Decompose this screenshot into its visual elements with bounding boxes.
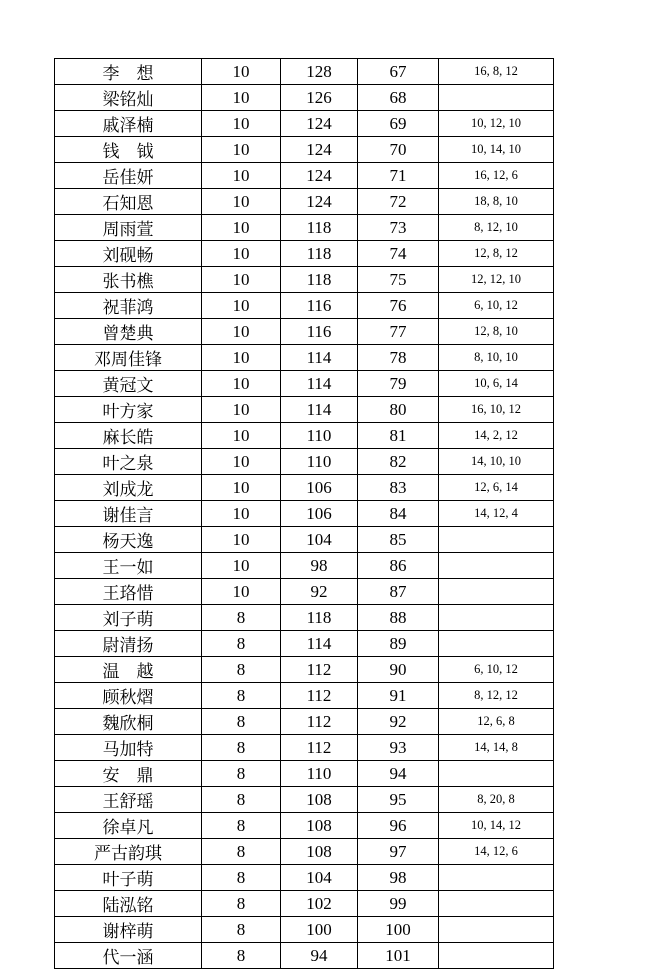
- table-row: [55, 319, 554, 345]
- breakdown-cell: 12, 6, 14: [439, 475, 554, 501]
- breakdown-cell: 12, 8, 12: [439, 241, 554, 267]
- score-cell: 98: [281, 553, 358, 579]
- rank-cell: 101: [358, 943, 439, 969]
- breakdown-cell: 18, 8, 10: [439, 189, 554, 215]
- name-cell: 叶之泉: [55, 449, 202, 475]
- rank-cell: 94: [358, 761, 439, 787]
- name-cell: 叶方家: [55, 397, 202, 423]
- rank-cell: 86: [358, 553, 439, 579]
- grade-cell: 10: [202, 553, 281, 579]
- rank-cell: 71: [358, 163, 439, 189]
- score-cell: 112: [281, 683, 358, 709]
- table-row: [55, 501, 554, 527]
- table-row: [55, 189, 554, 215]
- breakdown-cell: [439, 865, 554, 891]
- score-cell: 114: [281, 397, 358, 423]
- score-cell: 124: [281, 163, 358, 189]
- rank-cell: 73: [358, 215, 439, 241]
- breakdown-cell: [439, 891, 554, 917]
- rank-cell: 70: [358, 137, 439, 163]
- grade-cell: 10: [202, 579, 281, 605]
- grade-cell: 10: [202, 345, 281, 371]
- table-row: [55, 631, 554, 657]
- grade-cell: 10: [202, 59, 281, 85]
- breakdown-cell: 10, 14, 10: [439, 137, 554, 163]
- breakdown-cell: 6, 10, 12: [439, 657, 554, 683]
- rank-cell: 77: [358, 319, 439, 345]
- breakdown-cell: 14, 14, 8: [439, 735, 554, 761]
- rank-cell: 97: [358, 839, 439, 865]
- name-cell: 邓周佳锋: [55, 345, 202, 371]
- score-cell: 108: [281, 839, 358, 865]
- table-row: [55, 657, 554, 683]
- score-cell: 110: [281, 761, 358, 787]
- name-cell: 张书樵: [55, 267, 202, 293]
- table-row: [55, 215, 554, 241]
- rank-cell: 78: [358, 345, 439, 371]
- score-cell: 118: [281, 267, 358, 293]
- table-row: [55, 709, 554, 735]
- name-cell: 代一涵: [55, 943, 202, 969]
- rank-cell: 85: [358, 527, 439, 553]
- grade-cell: 10: [202, 293, 281, 319]
- score-cell: 108: [281, 813, 358, 839]
- table-row: [55, 839, 554, 865]
- breakdown-cell: 8, 10, 10: [439, 345, 554, 371]
- table-row: [55, 59, 554, 85]
- table-row: [55, 423, 554, 449]
- rank-cell: 92: [358, 709, 439, 735]
- rank-cell: 69: [358, 111, 439, 137]
- rank-cell: 98: [358, 865, 439, 891]
- score-cell: 128: [281, 59, 358, 85]
- rank-cell: 82: [358, 449, 439, 475]
- table-row: [55, 293, 554, 319]
- score-cell: 116: [281, 293, 358, 319]
- table-row: [55, 527, 554, 553]
- name-cell: 温 越: [55, 657, 202, 683]
- name-cell: 梁铭灿: [55, 85, 202, 111]
- grade-cell: 10: [202, 111, 281, 137]
- score-cell: 110: [281, 423, 358, 449]
- table-row: [55, 475, 554, 501]
- breakdown-cell: 10, 6, 14: [439, 371, 554, 397]
- score-cell: 102: [281, 891, 358, 917]
- grade-cell: 10: [202, 397, 281, 423]
- table-row: [55, 683, 554, 709]
- rank-cell: 83: [358, 475, 439, 501]
- name-cell: 魏欣桐: [55, 709, 202, 735]
- grade-cell: 10: [202, 85, 281, 111]
- grade-cell: 8: [202, 865, 281, 891]
- breakdown-cell: 10, 14, 12: [439, 813, 554, 839]
- rank-cell: 79: [358, 371, 439, 397]
- name-cell: 曾楚典: [55, 319, 202, 345]
- grade-cell: 8: [202, 735, 281, 761]
- rank-cell: 93: [358, 735, 439, 761]
- grade-cell: 8: [202, 709, 281, 735]
- breakdown-cell: 12, 8, 10: [439, 319, 554, 345]
- rank-cell: 99: [358, 891, 439, 917]
- table-row: [55, 787, 554, 813]
- score-cell: 118: [281, 241, 358, 267]
- table-row: [55, 891, 554, 917]
- grade-cell: 10: [202, 241, 281, 267]
- grade-cell: 8: [202, 839, 281, 865]
- breakdown-cell: 16, 12, 6: [439, 163, 554, 189]
- rank-cell: 87: [358, 579, 439, 605]
- breakdown-cell: [439, 917, 554, 943]
- table-row: [55, 735, 554, 761]
- score-cell: 118: [281, 215, 358, 241]
- breakdown-cell: 6, 10, 12: [439, 293, 554, 319]
- name-cell: 李 想: [55, 59, 202, 85]
- grade-cell: 8: [202, 657, 281, 683]
- name-cell: 刘成龙: [55, 475, 202, 501]
- name-cell: 戚泽楠: [55, 111, 202, 137]
- breakdown-cell: 12, 12, 10: [439, 267, 554, 293]
- results-table-body: [55, 59, 554, 969]
- table-row: [55, 761, 554, 787]
- grade-cell: 8: [202, 683, 281, 709]
- breakdown-cell: [439, 943, 554, 969]
- breakdown-cell: 16, 8, 12: [439, 59, 554, 85]
- rank-cell: 67: [358, 59, 439, 85]
- score-cell: 106: [281, 475, 358, 501]
- name-cell: 王舒瑶: [55, 787, 202, 813]
- score-cell: 114: [281, 631, 358, 657]
- score-cell: 114: [281, 345, 358, 371]
- score-cell: 126: [281, 85, 358, 111]
- name-cell: 黄冠文: [55, 371, 202, 397]
- grade-cell: 8: [202, 787, 281, 813]
- grade-cell: 8: [202, 917, 281, 943]
- score-cell: 112: [281, 657, 358, 683]
- rank-cell: 88: [358, 605, 439, 631]
- rank-cell: 84: [358, 501, 439, 527]
- breakdown-cell: 14, 2, 12: [439, 423, 554, 449]
- name-cell: 谢佳言: [55, 501, 202, 527]
- grade-cell: 10: [202, 267, 281, 293]
- grade-cell: 10: [202, 137, 281, 163]
- name-cell: 严古韵琪: [55, 839, 202, 865]
- grade-cell: 10: [202, 189, 281, 215]
- name-cell: 徐卓凡: [55, 813, 202, 839]
- name-cell: 麻长皓: [55, 423, 202, 449]
- name-cell: 岳佳妍: [55, 163, 202, 189]
- breakdown-cell: [439, 85, 554, 111]
- score-cell: 94: [281, 943, 358, 969]
- name-cell: 马加特: [55, 735, 202, 761]
- name-cell: 祝菲鸿: [55, 293, 202, 319]
- table-row: [55, 85, 554, 111]
- table-row: [55, 553, 554, 579]
- table-row: [55, 579, 554, 605]
- name-cell: 安 鼎: [55, 761, 202, 787]
- table-row: [55, 397, 554, 423]
- grade-cell: 8: [202, 943, 281, 969]
- name-cell: 钱 钺: [55, 137, 202, 163]
- name-cell: 刘砚畅: [55, 241, 202, 267]
- table-row: [55, 917, 554, 943]
- grade-cell: 10: [202, 423, 281, 449]
- breakdown-cell: [439, 579, 554, 605]
- name-cell: 顾秋熠: [55, 683, 202, 709]
- rank-cell: 68: [358, 85, 439, 111]
- score-cell: 124: [281, 137, 358, 163]
- table-row: [55, 813, 554, 839]
- table-row: [55, 137, 554, 163]
- score-cell: 104: [281, 865, 358, 891]
- breakdown-cell: 12, 6, 8: [439, 709, 554, 735]
- score-cell: 116: [281, 319, 358, 345]
- grade-cell: 10: [202, 163, 281, 189]
- score-cell: 118: [281, 605, 358, 631]
- grade-cell: 8: [202, 813, 281, 839]
- table-row: [55, 163, 554, 189]
- name-cell: 刘子萌: [55, 605, 202, 631]
- grade-cell: 10: [202, 215, 281, 241]
- rank-cell: 96: [358, 813, 439, 839]
- breakdown-cell: 8, 12, 10: [439, 215, 554, 241]
- grade-cell: 8: [202, 605, 281, 631]
- grade-cell: 10: [202, 501, 281, 527]
- rank-cell: 95: [358, 787, 439, 813]
- breakdown-cell: [439, 553, 554, 579]
- rank-cell: 89: [358, 631, 439, 657]
- breakdown-cell: 16, 10, 12: [439, 397, 554, 423]
- rank-cell: 90: [358, 657, 439, 683]
- score-cell: 100: [281, 917, 358, 943]
- grade-cell: 10: [202, 449, 281, 475]
- score-cell: 110: [281, 449, 358, 475]
- breakdown-cell: 10, 12, 10: [439, 111, 554, 137]
- table-row: [55, 449, 554, 475]
- table-row: [55, 865, 554, 891]
- score-cell: 92: [281, 579, 358, 605]
- grade-cell: 10: [202, 527, 281, 553]
- name-cell: 杨天逸: [55, 527, 202, 553]
- grade-cell: 10: [202, 475, 281, 501]
- name-cell: 尉清扬: [55, 631, 202, 657]
- table-row: [55, 943, 554, 969]
- grade-cell: 10: [202, 371, 281, 397]
- breakdown-cell: [439, 631, 554, 657]
- rank-cell: 72: [358, 189, 439, 215]
- name-cell: 叶子萌: [55, 865, 202, 891]
- rank-cell: 76: [358, 293, 439, 319]
- rank-cell: 80: [358, 397, 439, 423]
- score-cell: 106: [281, 501, 358, 527]
- table-row: [55, 605, 554, 631]
- results-table: [54, 58, 554, 969]
- table-row: [55, 241, 554, 267]
- name-cell: 石知恩: [55, 189, 202, 215]
- breakdown-cell: 14, 12, 6: [439, 839, 554, 865]
- name-cell: 王珞惜: [55, 579, 202, 605]
- score-cell: 112: [281, 709, 358, 735]
- grade-cell: 10: [202, 319, 281, 345]
- name-cell: 周雨萱: [55, 215, 202, 241]
- name-cell: 王一如: [55, 553, 202, 579]
- rank-cell: 75: [358, 267, 439, 293]
- breakdown-cell: [439, 527, 554, 553]
- breakdown-cell: 8, 12, 12: [439, 683, 554, 709]
- table-row: [55, 371, 554, 397]
- grade-cell: 8: [202, 891, 281, 917]
- score-cell: 114: [281, 371, 358, 397]
- rank-cell: 91: [358, 683, 439, 709]
- breakdown-cell: 14, 10, 10: [439, 449, 554, 475]
- table-row: [55, 267, 554, 293]
- name-cell: 陆泓铭: [55, 891, 202, 917]
- breakdown-cell: [439, 605, 554, 631]
- rank-cell: 81: [358, 423, 439, 449]
- table-row: [55, 111, 554, 137]
- breakdown-cell: [439, 761, 554, 787]
- breakdown-cell: 8, 20, 8: [439, 787, 554, 813]
- rank-cell: 100: [358, 917, 439, 943]
- grade-cell: 8: [202, 761, 281, 787]
- score-cell: 124: [281, 111, 358, 137]
- score-cell: 112: [281, 735, 358, 761]
- score-cell: 108: [281, 787, 358, 813]
- rank-cell: 74: [358, 241, 439, 267]
- name-cell: 谢梓萌: [55, 917, 202, 943]
- table-row: [55, 345, 554, 371]
- grade-cell: 8: [202, 631, 281, 657]
- score-cell: 124: [281, 189, 358, 215]
- breakdown-cell: 14, 12, 4: [439, 501, 554, 527]
- score-cell: 104: [281, 527, 358, 553]
